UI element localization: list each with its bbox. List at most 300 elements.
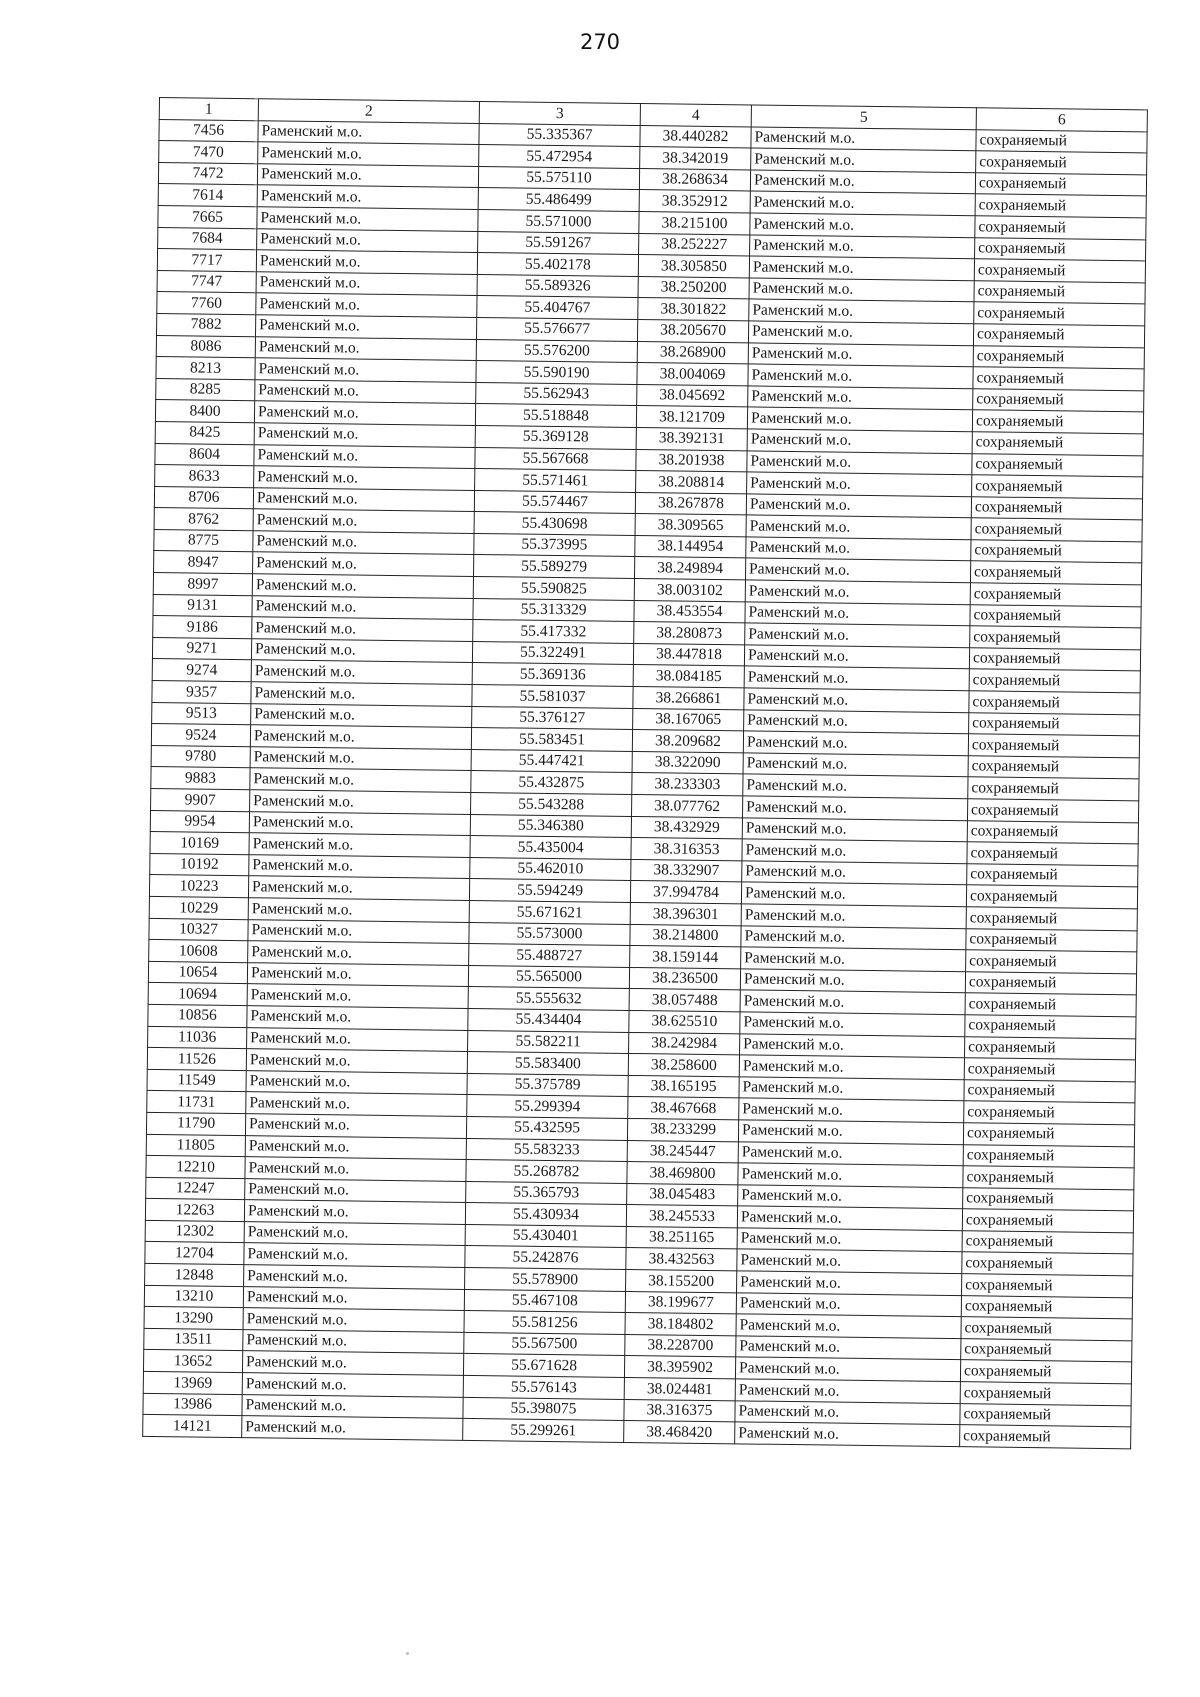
cell-status: сохраняемый bbox=[961, 1295, 1132, 1319]
column-header-4: 4 bbox=[640, 104, 751, 127]
cell-district: Раменский м.о. bbox=[746, 515, 971, 539]
cell-latitude: 55.299261 bbox=[463, 1419, 624, 1443]
cell-status: сохраняемый bbox=[972, 475, 1143, 499]
cell-status: сохраняемый bbox=[969, 648, 1140, 672]
cell-district: Раменский м.о. bbox=[749, 256, 974, 280]
cell-district: Раменский м.о. bbox=[743, 731, 968, 755]
cell-district: Раменский м.о. bbox=[744, 710, 969, 734]
cell-longitude: 38.155200 bbox=[626, 1270, 737, 1293]
cell-municipality: Раменский м.о. bbox=[248, 876, 469, 900]
cell-object-id: 7456 bbox=[159, 119, 258, 142]
cell-latitude: 55.430698 bbox=[474, 512, 635, 536]
cell-latitude: 55.432595 bbox=[466, 1116, 627, 1140]
cell-longitude: 38.004069 bbox=[637, 363, 748, 386]
cell-longitude: 38.447818 bbox=[633, 643, 744, 666]
cell-status: сохраняемый bbox=[968, 756, 1139, 780]
cell-status: сохраняемый bbox=[974, 302, 1145, 326]
cell-municipality: Раменский м.о. bbox=[253, 531, 474, 555]
cell-latitude: 55.594249 bbox=[469, 879, 630, 903]
cell-district: Раменский м.о. bbox=[751, 127, 976, 151]
cell-municipality: Раменский м.о. bbox=[250, 790, 471, 814]
cell-status: сохраняемый bbox=[975, 237, 1146, 261]
cell-municipality: Раменский м.о. bbox=[253, 552, 474, 576]
cell-municipality: Раменский м.о. bbox=[247, 1006, 468, 1030]
cell-status: сохраняемый bbox=[967, 842, 1138, 866]
cell-object-id: 8213 bbox=[156, 357, 255, 380]
cell-latitude: 55.573000 bbox=[469, 922, 630, 946]
cell-latitude: 55.467108 bbox=[464, 1289, 625, 1313]
cell-object-id: 11731 bbox=[147, 1091, 246, 1114]
cell-longitude: 38.352912 bbox=[639, 190, 750, 213]
cell-district: Раменский м.о. bbox=[742, 796, 967, 820]
cell-longitude: 38.084185 bbox=[633, 665, 744, 688]
cell-status: сохраняемый bbox=[963, 1144, 1134, 1168]
cell-longitude: 38.045483 bbox=[627, 1183, 738, 1206]
cell-longitude: 38.440282 bbox=[640, 125, 751, 148]
cell-latitude: 55.322491 bbox=[472, 641, 633, 665]
cell-longitude: 38.159144 bbox=[630, 946, 741, 969]
cell-object-id: 12848 bbox=[145, 1263, 244, 1286]
cell-municipality: Раменский м.о. bbox=[249, 854, 470, 878]
cell-district: Раменский м.о. bbox=[742, 839, 967, 863]
cell-status: сохраняемый bbox=[971, 540, 1142, 564]
cell-municipality: Раменский м.о. bbox=[250, 725, 471, 749]
cell-object-id: 12263 bbox=[145, 1199, 244, 1222]
cell-longitude: 38.322090 bbox=[632, 751, 743, 774]
cell-district: Раменский м.о. bbox=[741, 904, 966, 928]
cell-municipality: Раменский м.о. bbox=[248, 919, 469, 943]
cell-status: сохраняемый bbox=[969, 691, 1140, 715]
cell-district: Раменский м.о. bbox=[737, 1249, 962, 1273]
cell-longitude: 38.266861 bbox=[633, 687, 744, 710]
cell-status: сохраняемый bbox=[975, 173, 1146, 197]
cell-district: Раменский м.о. bbox=[736, 1336, 961, 1360]
cell-district: Раменский м.о. bbox=[750, 213, 975, 237]
cell-municipality: Раменский м.о. bbox=[256, 315, 477, 339]
cell-latitude: 55.582211 bbox=[468, 1030, 629, 1054]
cell-municipality: Раменский м.о. bbox=[245, 1178, 466, 1202]
cell-latitude: 55.313329 bbox=[473, 598, 634, 622]
cell-status: сохраняемый bbox=[964, 1036, 1135, 1060]
cell-latitude: 55.590190 bbox=[476, 361, 637, 385]
cell-municipality: Раменский м.о. bbox=[255, 358, 476, 382]
cell-latitude: 55.581037 bbox=[472, 685, 633, 709]
cell-object-id: 9357 bbox=[152, 680, 251, 703]
cell-status: сохраняемый bbox=[962, 1252, 1133, 1276]
cell-district: Раменский м.о. bbox=[749, 278, 974, 302]
cell-longitude: 38.233303 bbox=[632, 773, 743, 796]
cell-latitude: 55.671621 bbox=[469, 900, 630, 924]
cell-status: сохраняемый bbox=[971, 518, 1142, 542]
cell-municipality: Раменский м.о. bbox=[252, 595, 473, 619]
cell-municipality: Раменский м.о. bbox=[252, 617, 473, 641]
cell-longitude: 38.208814 bbox=[636, 471, 747, 494]
cell-status: сохраняемый bbox=[973, 324, 1144, 348]
cell-longitude: 38.468420 bbox=[624, 1421, 735, 1444]
cell-district: Раменский м.о. bbox=[743, 774, 968, 798]
cell-latitude: 55.299394 bbox=[467, 1095, 628, 1119]
cell-district: Раменский м.о. bbox=[745, 602, 970, 626]
cell-latitude: 55.335367 bbox=[479, 123, 640, 147]
cell-object-id: 8706 bbox=[154, 486, 253, 509]
cell-longitude: 38.267878 bbox=[635, 492, 746, 515]
cell-latitude: 55.488727 bbox=[469, 944, 630, 968]
cell-longitude: 38.258600 bbox=[628, 1054, 739, 1077]
cell-municipality: Раменский м.о. bbox=[242, 1351, 463, 1375]
cell-latitude: 55.567668 bbox=[475, 447, 636, 471]
cell-latitude: 55.574467 bbox=[474, 490, 635, 514]
cell-object-id: 10654 bbox=[148, 961, 247, 984]
cell-municipality: Раменский м.о. bbox=[245, 1135, 466, 1159]
cell-status: сохраняемый bbox=[970, 583, 1141, 607]
cell-object-id: 7882 bbox=[157, 313, 256, 336]
cell-latitude: 55.373995 bbox=[474, 533, 635, 557]
cell-latitude: 55.567500 bbox=[464, 1332, 625, 1356]
cell-longitude: 38.301822 bbox=[638, 298, 749, 321]
cell-longitude: 38.077762 bbox=[632, 794, 743, 817]
cell-status: сохраняемый bbox=[962, 1209, 1133, 1233]
cell-municipality: Раменский м.о. bbox=[253, 487, 474, 511]
cell-object-id: 7717 bbox=[157, 249, 256, 272]
cell-municipality: Раменский м.о. bbox=[244, 1222, 465, 1246]
cell-latitude: 55.365793 bbox=[466, 1181, 627, 1205]
cell-municipality: Раменский м.о. bbox=[256, 271, 477, 295]
cell-object-id: 10694 bbox=[148, 983, 247, 1006]
cell-object-id: 8086 bbox=[156, 335, 255, 358]
cell-longitude: 38.469800 bbox=[627, 1162, 738, 1185]
cell-longitude: 38.233299 bbox=[627, 1118, 738, 1141]
cell-district: Раменский м.о. bbox=[742, 817, 967, 841]
cell-municipality: Раменский м.о. bbox=[246, 1070, 467, 1094]
cell-latitude: 55.375789 bbox=[467, 1073, 628, 1097]
cell-district: Раменский м.о. bbox=[748, 386, 973, 410]
cell-district: Раменский м.о. bbox=[740, 990, 965, 1014]
cell-latitude: 55.565000 bbox=[468, 965, 629, 989]
cell-municipality: Раменский м.о. bbox=[250, 747, 471, 771]
cell-object-id: 7665 bbox=[158, 205, 257, 228]
cell-latitude: 55.398075 bbox=[463, 1397, 624, 1421]
cell-latitude: 55.402178 bbox=[477, 253, 638, 277]
cell-municipality: Раменский м.о. bbox=[247, 962, 468, 986]
cell-longitude: 38.250200 bbox=[638, 276, 749, 299]
cell-district: Раменский м.о. bbox=[735, 1422, 960, 1446]
cell-longitude: 38.121709 bbox=[636, 406, 747, 429]
cell-district: Раменский м.о. bbox=[747, 429, 972, 453]
data-table bbox=[142, 97, 1148, 1449]
cell-district: Раменский м.о. bbox=[741, 947, 966, 971]
cell-municipality: Раменский м.о. bbox=[255, 336, 476, 360]
cell-longitude: 37.994784 bbox=[630, 881, 741, 904]
cell-status: сохраняемый bbox=[969, 712, 1140, 736]
cell-district: Раменский м.о. bbox=[748, 321, 973, 345]
cell-latitude: 55.369136 bbox=[472, 663, 633, 687]
cell-district: Раменский м.о. bbox=[740, 1012, 965, 1036]
cell-object-id: 12704 bbox=[145, 1242, 244, 1265]
cell-object-id: 14121 bbox=[143, 1415, 242, 1438]
cell-district: Раменский м.о. bbox=[741, 925, 966, 949]
cell-longitude: 38.199677 bbox=[625, 1291, 736, 1314]
cell-municipality: Раменский м.о. bbox=[251, 660, 472, 684]
cell-status: сохраняемый bbox=[965, 993, 1136, 1017]
cell-district: Раменский м.о. bbox=[742, 861, 967, 885]
cell-latitude: 55.430401 bbox=[465, 1224, 626, 1248]
cell-longitude: 38.003102 bbox=[634, 579, 745, 602]
cell-longitude: 38.342019 bbox=[640, 147, 751, 170]
cell-latitude: 55.576143 bbox=[463, 1375, 624, 1399]
cell-object-id: 7614 bbox=[158, 184, 257, 207]
cell-latitude: 55.575110 bbox=[478, 166, 639, 190]
cell-municipality: Раменский м.о. bbox=[254, 401, 475, 425]
cell-latitude: 55.518848 bbox=[475, 404, 636, 428]
cell-latitude: 55.417332 bbox=[473, 620, 634, 644]
cell-object-id: 7470 bbox=[159, 141, 258, 164]
cell-status: сохраняемый bbox=[962, 1231, 1133, 1255]
cell-district: Раменский м.о. bbox=[738, 1120, 963, 1144]
cell-district: Раменский м.о. bbox=[739, 1098, 964, 1122]
cell-municipality: Раменский м.о. bbox=[251, 703, 472, 727]
cell-latitude: 55.376127 bbox=[472, 706, 633, 730]
cell-status: сохраняемый bbox=[974, 259, 1145, 283]
cell-longitude: 38.392131 bbox=[636, 427, 747, 450]
cell-latitude: 55.430934 bbox=[465, 1203, 626, 1227]
cell-district: Раменский м.о. bbox=[750, 234, 975, 258]
cell-latitude: 55.404767 bbox=[477, 296, 638, 320]
cell-latitude: 55.472954 bbox=[479, 145, 640, 169]
cell-district: Раменский м.о. bbox=[749, 299, 974, 323]
cell-longitude: 38.395902 bbox=[624, 1356, 735, 1379]
cell-longitude: 38.024481 bbox=[624, 1377, 735, 1400]
cell-municipality: Раменский м.о. bbox=[254, 466, 475, 490]
cell-longitude: 38.432563 bbox=[626, 1248, 737, 1271]
cell-latitude: 55.571461 bbox=[475, 469, 636, 493]
cell-latitude: 55.576677 bbox=[476, 317, 637, 341]
cell-district: Раменский м.о. bbox=[737, 1206, 962, 1230]
cell-status: сохраняемый bbox=[972, 410, 1143, 434]
cell-latitude: 55.589279 bbox=[473, 555, 634, 579]
cell-district: Раменский м.о. bbox=[740, 1033, 965, 1057]
cell-status: сохраняемый bbox=[961, 1317, 1132, 1341]
cell-object-id: 10169 bbox=[150, 832, 249, 855]
cell-object-id: 11549 bbox=[147, 1069, 246, 1092]
cell-municipality: Раменский м.о. bbox=[258, 120, 479, 144]
cell-latitude: 55.590825 bbox=[473, 577, 634, 601]
cell-object-id: 10229 bbox=[149, 896, 248, 919]
cell-object-id: 11526 bbox=[147, 1048, 246, 1071]
cell-municipality: Раменский м.о. bbox=[245, 1157, 466, 1181]
cell-municipality: Раменский м.о. bbox=[257, 207, 478, 231]
cell-longitude: 38.268900 bbox=[637, 341, 748, 364]
cell-object-id: 7747 bbox=[157, 270, 256, 293]
cell-status: сохраняемый bbox=[972, 453, 1143, 477]
cell-status: сохраняемый bbox=[976, 129, 1147, 153]
cell-object-id: 11805 bbox=[146, 1134, 245, 1157]
cell-latitude: 55.435004 bbox=[470, 836, 631, 860]
cell-latitude: 55.562943 bbox=[476, 382, 637, 406]
cell-latitude: 55.346380 bbox=[470, 814, 631, 838]
cell-latitude: 55.583400 bbox=[467, 1052, 628, 1076]
cell-district: Раменский м.о. bbox=[737, 1271, 962, 1295]
cell-district: Раменский м.о. bbox=[750, 191, 975, 215]
cell-status: сохраняемый bbox=[963, 1187, 1134, 1211]
cell-municipality: Раменский м.о. bbox=[256, 293, 477, 317]
cell-municipality: Раменский м.о. bbox=[242, 1394, 463, 1418]
column-header-1: 1 bbox=[159, 98, 258, 121]
cell-municipality: Раменский м.о. bbox=[243, 1329, 464, 1353]
cell-district: Раменский м.о. bbox=[735, 1400, 960, 1424]
cell-latitude: 55.578900 bbox=[465, 1267, 626, 1291]
cell-municipality: Раменский м.о. bbox=[254, 423, 475, 447]
cell-object-id: 7472 bbox=[158, 162, 257, 185]
cell-object-id: 13210 bbox=[144, 1285, 243, 1308]
cell-longitude: 38.214800 bbox=[630, 924, 741, 947]
cell-longitude: 38.228700 bbox=[625, 1334, 736, 1357]
cell-object-id: 9883 bbox=[151, 767, 250, 790]
cell-status: сохраняемый bbox=[970, 626, 1141, 650]
cell-longitude: 38.167065 bbox=[633, 708, 744, 731]
cell-object-id: 13986 bbox=[143, 1393, 242, 1416]
cell-object-id: 11036 bbox=[148, 1026, 247, 1049]
cell-object-id: 8762 bbox=[154, 508, 253, 531]
cell-longitude: 38.215100 bbox=[639, 212, 750, 235]
cell-district: Раменский м.о. bbox=[735, 1357, 960, 1381]
cell-object-id: 9513 bbox=[152, 702, 251, 725]
cell-object-id: 8947 bbox=[154, 551, 253, 574]
cell-status: сохраняемый bbox=[973, 388, 1144, 412]
cell-district: Раменский м.о. bbox=[747, 472, 972, 496]
cell-longitude: 38.316375 bbox=[624, 1399, 735, 1422]
cell-latitude: 55.268782 bbox=[466, 1160, 627, 1184]
cell-object-id: 8775 bbox=[154, 529, 253, 552]
cell-district: Раменский м.о. bbox=[746, 537, 971, 561]
cell-municipality: Раменский м.о. bbox=[249, 811, 470, 835]
cell-status: сохраняемый bbox=[960, 1360, 1131, 1384]
cell-municipality: Раменский м.о. bbox=[252, 574, 473, 598]
cell-status: сохраняемый bbox=[960, 1403, 1131, 1427]
cell-district: Раменский м.о. bbox=[738, 1185, 963, 1209]
cell-status: сохраняемый bbox=[967, 799, 1138, 823]
cell-longitude: 38.184802 bbox=[625, 1313, 736, 1336]
cell-longitude: 38.309565 bbox=[635, 514, 746, 537]
cell-object-id: 9907 bbox=[151, 788, 250, 811]
cell-object-id: 10608 bbox=[149, 940, 248, 963]
cell-status: сохраняемый bbox=[963, 1123, 1134, 1147]
cell-status: сохраняемый bbox=[974, 281, 1145, 305]
cell-object-id: 13290 bbox=[144, 1307, 243, 1330]
cell-status: сохраняемый bbox=[973, 345, 1144, 369]
cell-district: Раменский м.о. bbox=[745, 558, 970, 582]
cell-status: сохраняемый bbox=[970, 604, 1141, 628]
cell-longitude: 38.268634 bbox=[639, 168, 750, 191]
cell-latitude: 55.581256 bbox=[464, 1311, 625, 1335]
cell-district: Раменский м.о. bbox=[741, 882, 966, 906]
cell-longitude: 38.205670 bbox=[637, 319, 748, 342]
cell-longitude: 38.467668 bbox=[628, 1097, 739, 1120]
cell-status: сохраняемый bbox=[965, 971, 1136, 995]
cell-longitude: 38.280873 bbox=[634, 622, 745, 645]
cell-district: Раменский м.о. bbox=[744, 666, 969, 690]
cell-longitude: 38.625510 bbox=[629, 1010, 740, 1033]
cell-municipality: Раменский м.о. bbox=[257, 164, 478, 188]
cell-latitude: 55.583451 bbox=[471, 728, 632, 752]
cell-district: Раменский м.о. bbox=[735, 1379, 960, 1403]
cell-longitude: 38.249894 bbox=[634, 557, 745, 580]
cell-municipality: Раменский м.о. bbox=[258, 142, 479, 166]
cell-latitude: 55.447421 bbox=[471, 749, 632, 773]
cell-district: Раменский м.о. bbox=[744, 645, 969, 669]
cell-longitude: 38.332907 bbox=[631, 859, 742, 882]
cell-status: сохраняемый bbox=[964, 1101, 1135, 1125]
cell-object-id: 8400 bbox=[155, 400, 254, 423]
cell-latitude: 55.462010 bbox=[470, 857, 631, 881]
cell-longitude: 38.209682 bbox=[632, 730, 743, 753]
cell-object-id: 8604 bbox=[155, 443, 254, 466]
cell-longitude: 38.242984 bbox=[629, 1032, 740, 1055]
cell-object-id: 10223 bbox=[149, 875, 248, 898]
cell-district: Раменский м.о. bbox=[747, 407, 972, 431]
cell-object-id: 8285 bbox=[156, 378, 255, 401]
cell-municipality: Раменский м.о. bbox=[247, 1027, 468, 1051]
cell-status: сохраняемый bbox=[971, 496, 1142, 520]
cell-status: сохраняемый bbox=[967, 863, 1138, 887]
cell-object-id: 7760 bbox=[157, 292, 256, 315]
cell-longitude: 38.453554 bbox=[634, 600, 745, 623]
cell-status: сохраняемый bbox=[976, 151, 1147, 175]
cell-latitude: 55.434404 bbox=[468, 1008, 629, 1032]
cell-municipality: Раменский м.о. bbox=[247, 984, 468, 1008]
cell-municipality: Раменский м.о. bbox=[257, 185, 478, 209]
cell-status: сохраняемый bbox=[966, 950, 1137, 974]
cell-status: сохраняемый bbox=[968, 734, 1139, 758]
cell-latitude: 55.543288 bbox=[471, 792, 632, 816]
cell-object-id: 13511 bbox=[144, 1328, 243, 1351]
cell-latitude: 55.369128 bbox=[475, 425, 636, 449]
cell-status: сохраняемый bbox=[964, 1079, 1135, 1103]
cell-longitude: 38.245533 bbox=[626, 1205, 737, 1228]
cell-municipality: Раменский м.о. bbox=[251, 682, 472, 706]
cell-object-id: 9524 bbox=[151, 724, 250, 747]
cell-longitude: 38.316353 bbox=[631, 838, 742, 861]
cell-status: сохраняемый bbox=[967, 820, 1138, 844]
cell-latitude: 55.571000 bbox=[478, 209, 639, 233]
cell-latitude: 55.242876 bbox=[465, 1246, 626, 1270]
cell-status: сохраняемый bbox=[973, 367, 1144, 391]
cell-district: Раменский м.о. bbox=[739, 1077, 964, 1101]
cell-status: сохраняемый bbox=[964, 1058, 1135, 1082]
cell-status: сохраняемый bbox=[968, 777, 1139, 801]
cell-municipality: Раменский м.о. bbox=[244, 1200, 465, 1224]
cell-municipality: Раменский м.о. bbox=[242, 1416, 463, 1440]
cell-longitude: 38.305850 bbox=[638, 255, 749, 278]
cell-municipality: Раменский м.о. bbox=[257, 228, 478, 252]
cell-municipality: Раменский м.о. bbox=[245, 1114, 466, 1138]
cell-latitude: 55.671628 bbox=[463, 1354, 624, 1378]
cell-status: сохраняемый bbox=[970, 561, 1141, 585]
cell-district: Раменский м.о. bbox=[747, 450, 972, 474]
cell-object-id: 9274 bbox=[152, 659, 251, 682]
cell-status: сохраняемый bbox=[966, 885, 1137, 909]
cell-longitude: 38.165195 bbox=[628, 1075, 739, 1098]
cell-municipality: Раменский м.о. bbox=[246, 1092, 467, 1116]
cell-object-id: 12210 bbox=[146, 1156, 245, 1179]
cell-municipality: Раменский м.о. bbox=[251, 639, 472, 663]
cell-latitude: 55.486499 bbox=[478, 188, 639, 212]
cell-object-id: 10327 bbox=[149, 918, 248, 941]
cell-district: Раменский м.о. bbox=[748, 342, 973, 366]
cell-municipality: Раменский м.о. bbox=[243, 1308, 464, 1332]
cell-municipality: Раменский м.о. bbox=[254, 444, 475, 468]
cell-latitude: 55.555632 bbox=[468, 987, 629, 1011]
cell-latitude: 55.432875 bbox=[471, 771, 632, 795]
